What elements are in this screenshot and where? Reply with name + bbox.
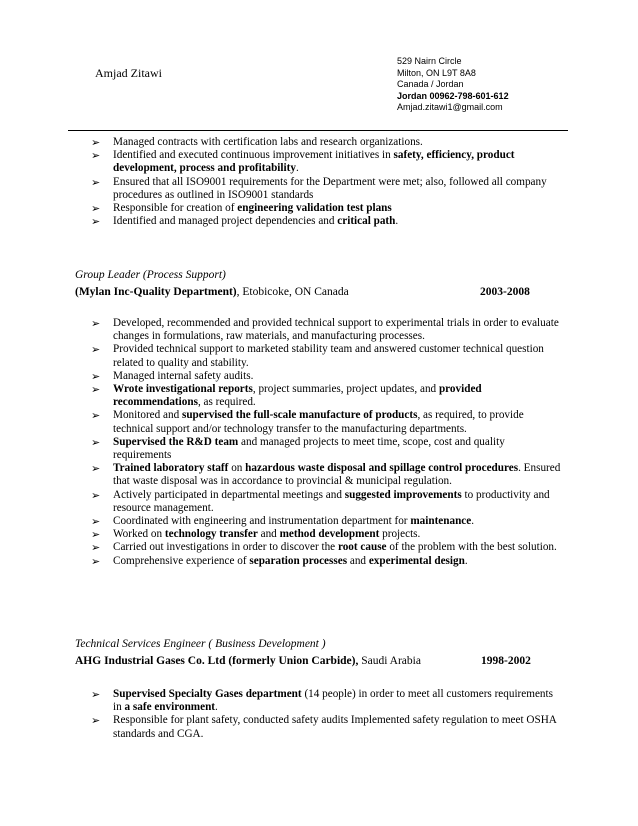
address-line-3: Canada / Jordan [397, 79, 464, 90]
bullet-text: . [295, 162, 299, 175]
job3-years: 1998-2002 [481, 655, 531, 667]
bullet-text: . [215, 701, 218, 714]
bullet-text: provided recommendations [113, 383, 482, 409]
arrow-bullet-icon: ➢ [91, 175, 101, 189]
contact-block [397, 56, 509, 114]
bullet-text: method development [279, 528, 380, 541]
bullet-text: suggested improvements [344, 488, 462, 501]
job2-bullet-list [91, 317, 561, 568]
bullet-item [91, 383, 561, 409]
bullet-text: and managed projects to meet time, scope, cost and quality requirements [113, 435, 505, 462]
bullet-text: . [471, 515, 475, 528]
job2-company-name: (Mylan Inc-Quality Department) [75, 286, 237, 298]
bullet-text: and [257, 528, 280, 541]
job3-company [75, 655, 421, 667]
job2-title: Group Leader (Process Support) [75, 269, 226, 281]
section1-bullet-list [91, 136, 561, 228]
arrow-bullet-icon: ➢ [91, 435, 101, 449]
bullet-item [91, 688, 561, 714]
candidate-name: Amjad Zitawi [95, 66, 162, 80]
bullet-text: Carried out investigations in order to discover the [113, 541, 338, 554]
arrow-bullet-icon: ➢ [91, 383, 101, 397]
bullet-text: . [464, 554, 468, 567]
arrow-bullet-icon: ➢ [91, 343, 101, 357]
bullet-text: supervised the full-scale manufacture of products [181, 409, 418, 422]
phone-number: Jordan 00962-798-601-612 [397, 90, 509, 101]
arrow-bullet-icon: ➢ [91, 409, 101, 423]
bullet-text: technology transfer [164, 528, 258, 541]
bullet-text: Managed internal safety audits. [113, 369, 254, 382]
address-line-1: 529 Nairn Circle [397, 56, 462, 66]
bullet-item [91, 343, 561, 369]
bullet-text: root cause [337, 541, 387, 554]
bullet-text: Responsible for plant safety, conducted safety audits Implemented safety regulation to meet OSHA standards and CGA. [113, 714, 557, 740]
bullet-text: (14 people) in order to meet all customers requirements in [113, 688, 553, 714]
bullet-text: projects. [379, 528, 421, 541]
bullet-text: Wrote investigational reports [113, 383, 253, 396]
bullet-text: , as required, to provide technical support and/or technology transfer to the manufacturing departments. [113, 409, 524, 435]
bullet-item [91, 202, 561, 215]
job2-company [75, 286, 349, 298]
bullet-text: Trained laboratory staff [113, 462, 229, 475]
arrow-bullet-icon: ➢ [91, 714, 101, 728]
bullet-item [91, 409, 561, 435]
bullet-item [91, 436, 561, 462]
bullet-text: Supervised the R&D team [113, 435, 239, 448]
bullet-text: Actively participated in departmental meetings and [113, 488, 345, 501]
arrow-bullet-icon: ➢ [91, 136, 101, 149]
bullet-text: , project summaries, project updates, and [252, 383, 439, 396]
arrow-bullet-icon: ➢ [91, 369, 101, 383]
bullet-item [91, 136, 561, 149]
bullet-text: Developed, recommended and provided technical support to experimental trials in order to evaluate changes in formulations, raw materials, and manufacturing processes. [113, 317, 559, 343]
bullet-text: . [395, 215, 399, 228]
bullet-text: Monitored and [113, 409, 182, 422]
bullet-text: Identified and managed project dependencies and [113, 215, 338, 228]
arrow-bullet-icon: ➢ [91, 554, 101, 568]
arrow-bullet-icon: ➢ [91, 202, 101, 216]
bullet-text: a safe environment [124, 701, 216, 714]
bullet-item [91, 370, 561, 383]
bullet-text: Comprehensive experience of [113, 554, 250, 567]
arrow-bullet-icon: ➢ [91, 317, 101, 330]
bullet-item [91, 515, 561, 528]
bullet-text: Identified and executed continuous improvement initiatives in [113, 149, 394, 162]
bullet-text: and [347, 554, 369, 567]
bullet-text: separation processes [249, 554, 348, 567]
bullet-text: Responsible for creation of [113, 202, 238, 215]
bullet-text: safety, efficiency, product development, process and profitability [113, 149, 515, 175]
job3-bullet-list [91, 688, 561, 741]
arrow-bullet-icon: ➢ [91, 215, 101, 229]
arrow-bullet-icon: ➢ [91, 541, 101, 555]
bullet-item [91, 714, 561, 740]
bullet-text: engineering validation test plans [237, 202, 392, 215]
job2-years: 2003-2008 [480, 286, 530, 298]
arrow-bullet-icon: ➢ [91, 688, 101, 701]
job3-company-name: AHG Industrial Gases Co. Ltd (formerly Union Carbide), [75, 655, 359, 667]
bullet-text: Provided technical support to marketed stability team and answered customer technical question related to quality and stability. [113, 343, 544, 369]
bullet-item [91, 462, 561, 488]
bullet-text: , as required. [197, 396, 256, 409]
arrow-bullet-icon: ➢ [91, 515, 101, 529]
arrow-bullet-icon: ➢ [91, 462, 101, 476]
job3-title: Technical Services Engineer ( Business Development ) [75, 638, 326, 650]
bullet-text: of the problem with the best solution. [386, 541, 557, 554]
bullet-item [91, 317, 561, 343]
bullet-text: . Ensured that waste disposal was in accordance to provincial & municipal regulation. [113, 462, 561, 488]
bullet-text: on [228, 462, 246, 475]
bullet-item [91, 215, 561, 228]
bullet-item [91, 555, 561, 568]
arrow-bullet-icon: ➢ [91, 149, 101, 163]
bullet-item [91, 541, 561, 554]
email-address: Amjad.zitawi1@gmail.com [397, 102, 503, 113]
bullet-item [91, 528, 561, 541]
bullet-text: experimental design [368, 554, 465, 567]
bullet-text: maintenance [410, 515, 472, 528]
bullet-text: to productivity and resource management. [113, 488, 550, 514]
bullet-text: hazardous waste disposal and spillage control procedures [245, 462, 519, 475]
bullet-text: critical path [337, 215, 396, 228]
bullet-text: Managed contracts with certification labs and research organizations. [113, 136, 423, 148]
bullet-item [91, 149, 561, 175]
bullet-item [91, 489, 561, 515]
job2-company-location: , Etobicoke, ON Canada [236, 286, 349, 298]
address-line-2: Milton, ON L9T 8A8 [397, 67, 476, 78]
job3-company-location: Saudi Arabia [358, 655, 421, 667]
bullet-text: Ensured that all ISO9001 requirements for the Department were met; also, followed all company procedures as outlined in ISO9001 standards [113, 175, 547, 201]
bullet-text: Coordinated with engineering and instrumentation department for [113, 515, 411, 528]
bullet-text: Supervised Specialty Gases department [113, 688, 302, 700]
bullet-item [91, 176, 561, 202]
arrow-bullet-icon: ➢ [91, 488, 101, 502]
bullet-text: Worked on [113, 528, 165, 541]
arrow-bullet-icon: ➢ [91, 528, 101, 542]
header-divider [68, 130, 568, 131]
